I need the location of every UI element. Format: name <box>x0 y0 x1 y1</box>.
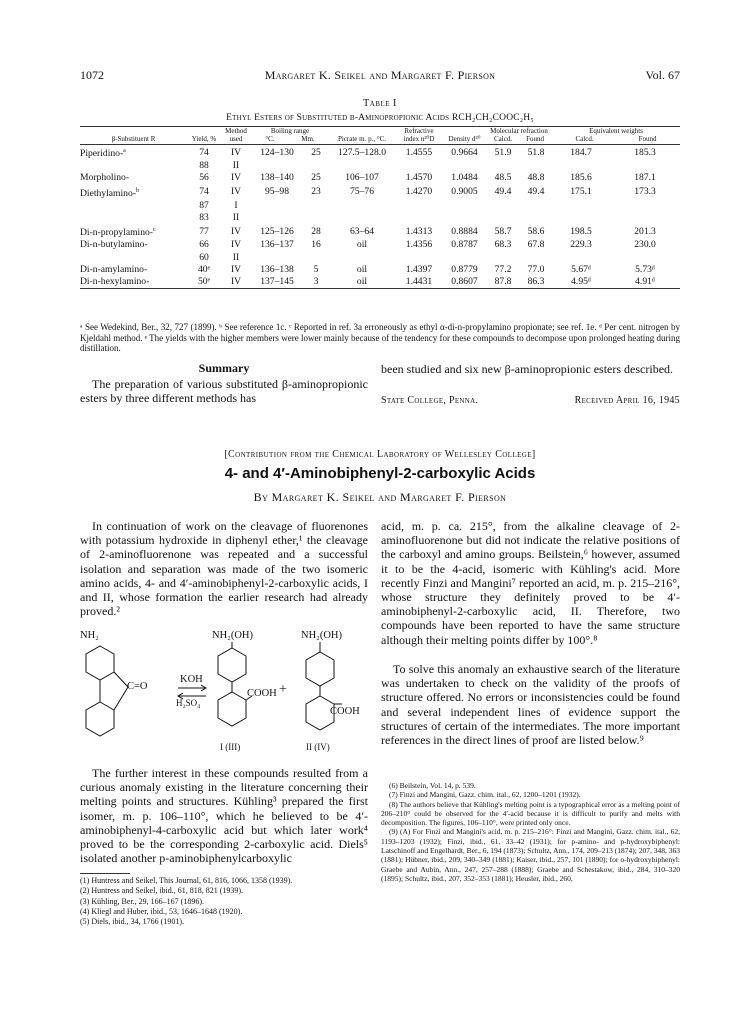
cell-substituent <box>80 224 187 239</box>
footnote-6: (6) Beilstein, Vol. 14, p. 539. <box>389 781 476 790</box>
footnotes-right <box>381 781 680 883</box>
cell-bp-c <box>251 212 303 224</box>
cell-mr-found: 86.3 <box>520 276 552 289</box>
page-number: 1072 <box>80 68 104 82</box>
affiliation-line <box>381 395 680 406</box>
substituent-name: Piperidino- <box>80 148 124 160</box>
fluorenone-upper-ring <box>86 646 114 680</box>
cell-bp-c: 95–98 <box>265 186 289 198</box>
cooh-label-2: COOH <box>330 706 360 717</box>
summary-heading: Summary <box>198 361 250 375</box>
cell-substituent <box>80 264 187 276</box>
header-refractive-index: Refractive index n²⁰D <box>395 128 443 145</box>
cell-mr-calcd <box>486 252 520 264</box>
cell-mr-calcd: 48.5 <box>494 172 512 184</box>
cell-d <box>443 252 486 264</box>
cell-picrate: 106–107 <box>345 172 379 184</box>
table-caption: Ethyl Esters of Substituted β-Aminopropionic Acids RCH₂CH₂COOC₂H₅ <box>226 113 534 123</box>
table-row <box>80 224 680 239</box>
cell-ew-found <box>610 252 680 264</box>
table-row <box>80 276 680 289</box>
cell-substituent <box>80 185 187 200</box>
substituent-name: Di-n-amylamino- <box>80 263 148 275</box>
cell-mr-found: 77.0 <box>527 263 545 275</box>
cell-mr-found: 48.8 <box>527 172 545 184</box>
header-bp-c: °C. <box>265 134 275 143</box>
header-ew-calcd: Calcd. <box>575 134 594 143</box>
footnote-2: (2) Huntress and Seikel, ibid., 61, 818, 821 (1939). <box>80 886 244 896</box>
cell-ew-calcd: 185.6 <box>570 172 592 184</box>
cell-mr-found: 58.6 <box>527 225 545 237</box>
cell-yield: 77 <box>199 225 209 237</box>
contribution-line: [Contribution from the Chemical Laboratory of Wellesley College] <box>224 449 536 460</box>
affiliation-place: State College, Penna. <box>381 395 479 406</box>
cell-picrate <box>329 160 395 172</box>
cell-picrate: 75–76 <box>350 186 374 198</box>
cell-d: 0.8787 <box>451 239 478 251</box>
cell-picrate: oil <box>356 239 368 251</box>
amine-label-1: NH₂(OH) <box>212 630 253 641</box>
cell-bp-mm: 25 <box>311 172 321 184</box>
cell-picrate: oil <box>356 263 368 275</box>
fluorenone-lower-ring <box>86 702 114 736</box>
cell-substituent <box>80 172 187 184</box>
cell-method: IV <box>230 186 242 198</box>
footnote-3: (3) Kühling, Ber., 29, 166–167 (1896). <box>80 896 204 906</box>
cell-substituent <box>80 200 187 212</box>
intro-paragraph: In continuation of work on the cleavage of fluorenones with potassium hydroxide in diphenyl ether,¹ the cleavage of 2-aminofluorenone was repeated and a successful isolation and separation was made of the two isomeric amino acids, 4- and 4′-aminobiphenyl-2-carboxylic acids, I and II, whose formation the earlier research had already proved.² <box>80 519 368 619</box>
footnote-rule-left <box>80 873 130 874</box>
header-equivalent-weights <box>552 128 680 145</box>
table-footnotes: ᵃ See Wedekind, Ber., 32, 727 (1899). ᵇ See reference 1c. ᶜ Reported in ref. 3a erroneously as ethyl α-di-n-propylamino propionate; see ref. 1e. ᵈ Per cent. nitrogen by Kjeldahl method. ᵉ The yields with the higher members were lower mainly because of the tendency for these compounds to decompose upon prolonged heating during distillation. <box>80 322 680 353</box>
cell-n: 1.4270 <box>405 186 433 198</box>
volume-label: Vol. 67 <box>645 68 680 82</box>
cell-method: II <box>232 251 240 263</box>
cell-method: IV <box>230 146 242 158</box>
cell-yield: 74 <box>199 146 209 158</box>
substituent-name: Diethylamino- <box>80 187 136 199</box>
right-paragraph-2: To solve this anomaly an exhaustive search of the literature was undertaken to check on the validity of the proofs of structure offered. No errors or inconsistencies could be found and several independent lines of evidence support the structures of certain of the intermediates. The more important references in the direct lines of proof are listed below.⁹ <box>381 662 680 748</box>
cell-ew-found <box>610 212 680 224</box>
table-row <box>80 252 680 264</box>
carbonyl-label: C=O <box>127 681 148 692</box>
cell-method: IV <box>221 276 251 289</box>
cell-n <box>395 160 443 172</box>
header-yield: Yield, % <box>187 128 221 145</box>
cell-picrate: 127.5–128.0 <box>338 146 386 158</box>
cell-ew-calcd: 184.7 <box>570 146 592 158</box>
cell-d: 0.8779 <box>451 263 478 275</box>
cell-ew-found: 230.0 <box>634 239 656 251</box>
cell-mr-found: 49.4 <box>527 186 545 198</box>
cell-n: 1.4555 <box>405 146 433 158</box>
cell-d <box>443 160 486 172</box>
table-row <box>80 172 680 184</box>
cell-ew-calcd: 198.5 <box>570 225 592 237</box>
cell-mr-calcd: 87.8 <box>486 276 520 289</box>
article-authors: By Margaret K. Seikel and Margaret F. Pierson <box>253 490 507 504</box>
table-row <box>80 212 680 224</box>
cell-method: IV <box>230 225 242 237</box>
footnote-8: (8) The authors believe that Kühling's melting point is a typographical error as a melting point of 206–210° could be observed for the 4′-acid because it is difficult to purify and melts with decomposition. The figures, 106–110°, were printed only once. <box>381 799 680 828</box>
cell-substituent <box>80 252 187 264</box>
cell-yield: 40ᵉ <box>197 263 211 275</box>
product-2-upper-ring <box>306 652 334 686</box>
cell-picrate <box>329 200 395 212</box>
reagent-koh: KOH <box>180 674 203 685</box>
cell-ew-found: 185.3 <box>634 146 656 158</box>
cell-ew-found <box>610 160 680 172</box>
product-1-lower-ring <box>218 692 246 726</box>
cell-picrate: 63–64 <box>350 225 374 237</box>
cell-mr-found: 67.8 <box>527 239 545 251</box>
cell-bp-mm: 25 <box>311 146 321 158</box>
table-row <box>80 239 680 251</box>
plus-sign: + <box>279 682 287 697</box>
cell-ew-found: 201.3 <box>634 225 656 237</box>
cell-yield: 87 <box>199 199 209 211</box>
cell-n: 1.4431 <box>395 276 443 289</box>
cell-bp-mm: 16 <box>311 239 321 251</box>
product-1-upper-ring <box>218 648 246 682</box>
header-substituent: β-Substituent R <box>80 128 187 145</box>
footnote-1: (1) Huntress and Seikel, This Journal, 61, 816, 1066, 1358 (1939). <box>80 876 293 885</box>
cell-ew-calcd: 229.3 <box>570 239 592 251</box>
header-bp-title: Boiling range <box>270 127 310 135</box>
header-mr-title: Molecular refraction <box>490 127 548 135</box>
cell-mr-calcd: 68.3 <box>494 239 512 251</box>
cell-d <box>443 212 486 224</box>
cell-yield: 88 <box>199 160 209 172</box>
amine-label-2: NH₂(OH) <box>301 630 342 641</box>
cell-bp-c: 137–145 <box>251 276 303 289</box>
cell-bp-mm <box>303 200 329 212</box>
header-method: Method used <box>221 128 251 145</box>
cell-bp-c: 125–126 <box>260 225 294 237</box>
cell-yield: 56 <box>199 172 209 184</box>
substituent-name: Di-n-butylamino- <box>80 239 148 251</box>
cell-ew-found <box>610 200 680 212</box>
header-mr-found: Found <box>526 134 544 143</box>
cell-method: I <box>234 199 238 211</box>
cell-mr-found <box>520 200 552 212</box>
received-date: Received April 16, 1945 <box>574 395 680 406</box>
table-row <box>80 145 680 161</box>
cell-mr-calcd: 77.2 <box>494 263 512 275</box>
cell-bp-mm: 23 <box>311 186 321 198</box>
cell-mr-calcd: 58.7 <box>494 225 512 237</box>
header-ew-title: Equivalent weights <box>589 127 643 135</box>
cell-ew-calcd: 5.67ᵈ <box>571 263 591 275</box>
cell-ew-calcd <box>552 212 610 224</box>
footnote-9: (9) (A) For Finzi and Mangini's acid, m. p. 215–216°: Finzi and Mangini, Gazz. chim. ital., 62, 1193–1203 (1932); Finzi, ibid., 61, 33–42 (1931); for p-amino- and p-hydroxybiphenyl: Latschinoff and Engelhardt, Ber., 6, 194 (1873); Schultz, Ann., 174, 209–213 (1874); 207, 348, 363 (1881); Hübner, ibid., 209, 340–349 (1881); Kaiser, ibid., 257, 101 (1890); for o-hydroxybiphenyl: Graebe and Aubin, Ann., 247, 257–288 (1888); Graebe and Schestakow, ibid., 284, 310–320 (1895); Schultz, ibid., 207, 352–353 (1881); Heusler, ibid., 260, <box>381 827 680 883</box>
substituent-name: Di-n-hexylamino- <box>80 275 150 287</box>
data-table <box>80 128 680 289</box>
cell-d <box>443 200 486 212</box>
cell-bp-c: 136–138 <box>260 263 294 275</box>
footnote-5: (5) Diels, ibid., 34, 1766 (1901). <box>80 917 184 927</box>
cell-yield: 74 <box>199 186 209 198</box>
reaction-diagram <box>80 630 368 764</box>
cell-ew-calcd: 4.95ᵈ <box>552 276 610 289</box>
nh2-label: NH₂ <box>80 630 99 641</box>
cell-substituent <box>80 160 187 172</box>
cell-bp-mm <box>303 252 329 264</box>
cell-yield: 66 <box>199 239 209 251</box>
cell-bp-mm <box>303 160 329 172</box>
cell-ew-found: 173.3 <box>634 186 656 198</box>
cell-method: II <box>232 160 240 172</box>
cell-substituent <box>80 239 187 251</box>
cell-mr-calcd <box>486 212 520 224</box>
cell-n: 1.4313 <box>405 225 433 237</box>
cooh-label-1: COOH <box>247 688 277 699</box>
cell-bp-mm: 3 <box>303 276 329 289</box>
cell-substituent <box>80 145 187 161</box>
header-bp-mm: Mm. <box>301 134 315 143</box>
cell-n <box>395 252 443 264</box>
cell-yield: 60 <box>199 251 209 263</box>
five-ring-bond-bottom <box>114 687 128 710</box>
structure-label-2: II (IV) <box>306 742 330 752</box>
cell-ew-found: 5.73ᵈ <box>635 263 655 275</box>
cell-n: 1.4356 <box>405 239 433 251</box>
cell-bp-c <box>251 200 303 212</box>
table-label: Table I <box>363 98 397 109</box>
cell-method: IV <box>230 263 242 275</box>
substituent-name: Morpholino- <box>80 172 130 184</box>
cell-bp-mm: 5 <box>313 263 319 275</box>
cell-n <box>395 212 443 224</box>
header-boiling-range <box>251 128 329 145</box>
reagent-h2so4: H₂SO₄ <box>176 698 201 708</box>
footnote-marker: a <box>123 148 126 154</box>
cell-mr-found <box>520 212 552 224</box>
cell-substituent <box>80 212 187 224</box>
header-picrate: Picrate m. p., °C. <box>329 128 395 145</box>
cell-d: 0.9005 <box>451 186 478 198</box>
cell-ew-calcd <box>552 200 610 212</box>
cell-bp-c: 138–140 <box>260 172 294 184</box>
cell-mr-calcd <box>486 160 520 172</box>
table-row <box>80 200 680 212</box>
cell-substituent <box>80 276 187 289</box>
header-molecular-refraction <box>486 128 552 145</box>
right-paragraph-1: acid, m. p. ca. 215°, from the alkaline cleavage of 2-aminofluorenone but did not indicate the relative positions of the carboxyl and amino groups. Beilstein,⁶ however, assumed it to be the 4-acid, isomeric with Kühling's acid. More recently Finzi and Mangini⁷ reported an acid, m. p. 215–216°, whose structure they definitely proved to be 4′-aminobiphenyl-2-carboxylic acid, II. Therefore, two compounds have been reported to have the same structure although their melting points differ by 100°.⁸ <box>381 519 680 647</box>
cell-bp-c: 124–130 <box>260 146 294 158</box>
footnotes-left <box>80 876 368 927</box>
cell-mr-calcd <box>486 200 520 212</box>
cell-bp-c: 136–137 <box>260 239 294 251</box>
running-title: Margaret K. Seikel and Margaret F. Pierson <box>264 68 496 82</box>
footnote-marker: c <box>153 227 156 234</box>
cell-method: IV <box>230 172 242 184</box>
cell-picrate: oil <box>329 276 395 289</box>
cell-d: 0.8884 <box>451 225 478 237</box>
cell-ew-calcd <box>552 252 610 264</box>
header-ew-found: Found <box>638 134 657 143</box>
page-header <box>80 68 680 82</box>
table-row <box>80 185 680 200</box>
structure-label-1: I (III) <box>220 742 241 752</box>
header-mr-calcd: Calcd. <box>494 134 513 143</box>
table-row <box>80 160 680 172</box>
cell-ew-calcd: 175.1 <box>570 186 592 198</box>
footnote-4: (4) Kliegl and Huber, ibid., 53, 1646–1648 (1920). <box>80 906 243 916</box>
cell-mr-calcd: 49.4 <box>494 186 512 198</box>
cell-yield: 50ᵉ <box>187 276 221 289</box>
cell-bp-c <box>251 160 303 172</box>
cell-ew-calcd <box>552 160 610 172</box>
cell-bp-mm: 28 <box>311 225 321 237</box>
cell-picrate <box>329 212 395 224</box>
cell-bp-c <box>251 252 303 264</box>
summary-text-right: been studied and six new β-aminopropionic esters described. <box>381 362 674 376</box>
footnote-marker: b <box>135 187 139 194</box>
article-title: 4- and 4′-Aminobiphenyl-2-carboxylic Acids <box>224 465 536 482</box>
five-ring-bond-top <box>114 672 128 687</box>
cell-method: II <box>232 212 240 224</box>
cell-mr-found <box>520 252 552 264</box>
summary-text-left: The preparation of various substituted β-aminopropionic esters by three different methods has <box>80 377 368 406</box>
cell-picrate <box>329 252 395 264</box>
table-row <box>80 264 680 276</box>
cell-n: 1.4397 <box>405 263 433 275</box>
cell-bp-mm <box>303 212 329 224</box>
cell-ew-found: 187.1 <box>634 172 656 184</box>
footnote-7: (7) Finzi and Mangini, Gazz. chim. ital., 62, 1200–1201 (1932). <box>389 790 581 800</box>
cell-mr-found <box>520 160 552 172</box>
cell-yield: 83 <box>199 212 209 224</box>
cell-d: 1.0484 <box>451 172 478 184</box>
header-density: Density d²⁰ <box>443 128 486 145</box>
cell-mr-found: 51.8 <box>527 146 545 158</box>
cell-n <box>395 200 443 212</box>
cell-n: 1.4570 <box>405 172 433 184</box>
substituent-name: Di-n-propylamino- <box>80 227 154 239</box>
cell-ew-found: 4.91ᵈ <box>610 276 680 289</box>
cell-d: 0.9664 <box>451 146 478 158</box>
further-paragraph: The further interest in these compounds resulted from a curious anomaly existing in the literature concerning their melting points and structures. Kühling³ prepared the first isomer, m. p. 106–110°, which he believed to be 4′-aminobiphenyl-4-carboxylic acid but which later work⁴ proved to be the corresponding 2-carboxylic acid. Diels⁵ isolated another p-aminobiphenylcarboxylic <box>80 766 368 866</box>
cell-method: IV <box>230 239 242 251</box>
cell-mr-calcd: 51.9 <box>494 146 512 158</box>
cell-d: 0.8607 <box>443 276 486 289</box>
